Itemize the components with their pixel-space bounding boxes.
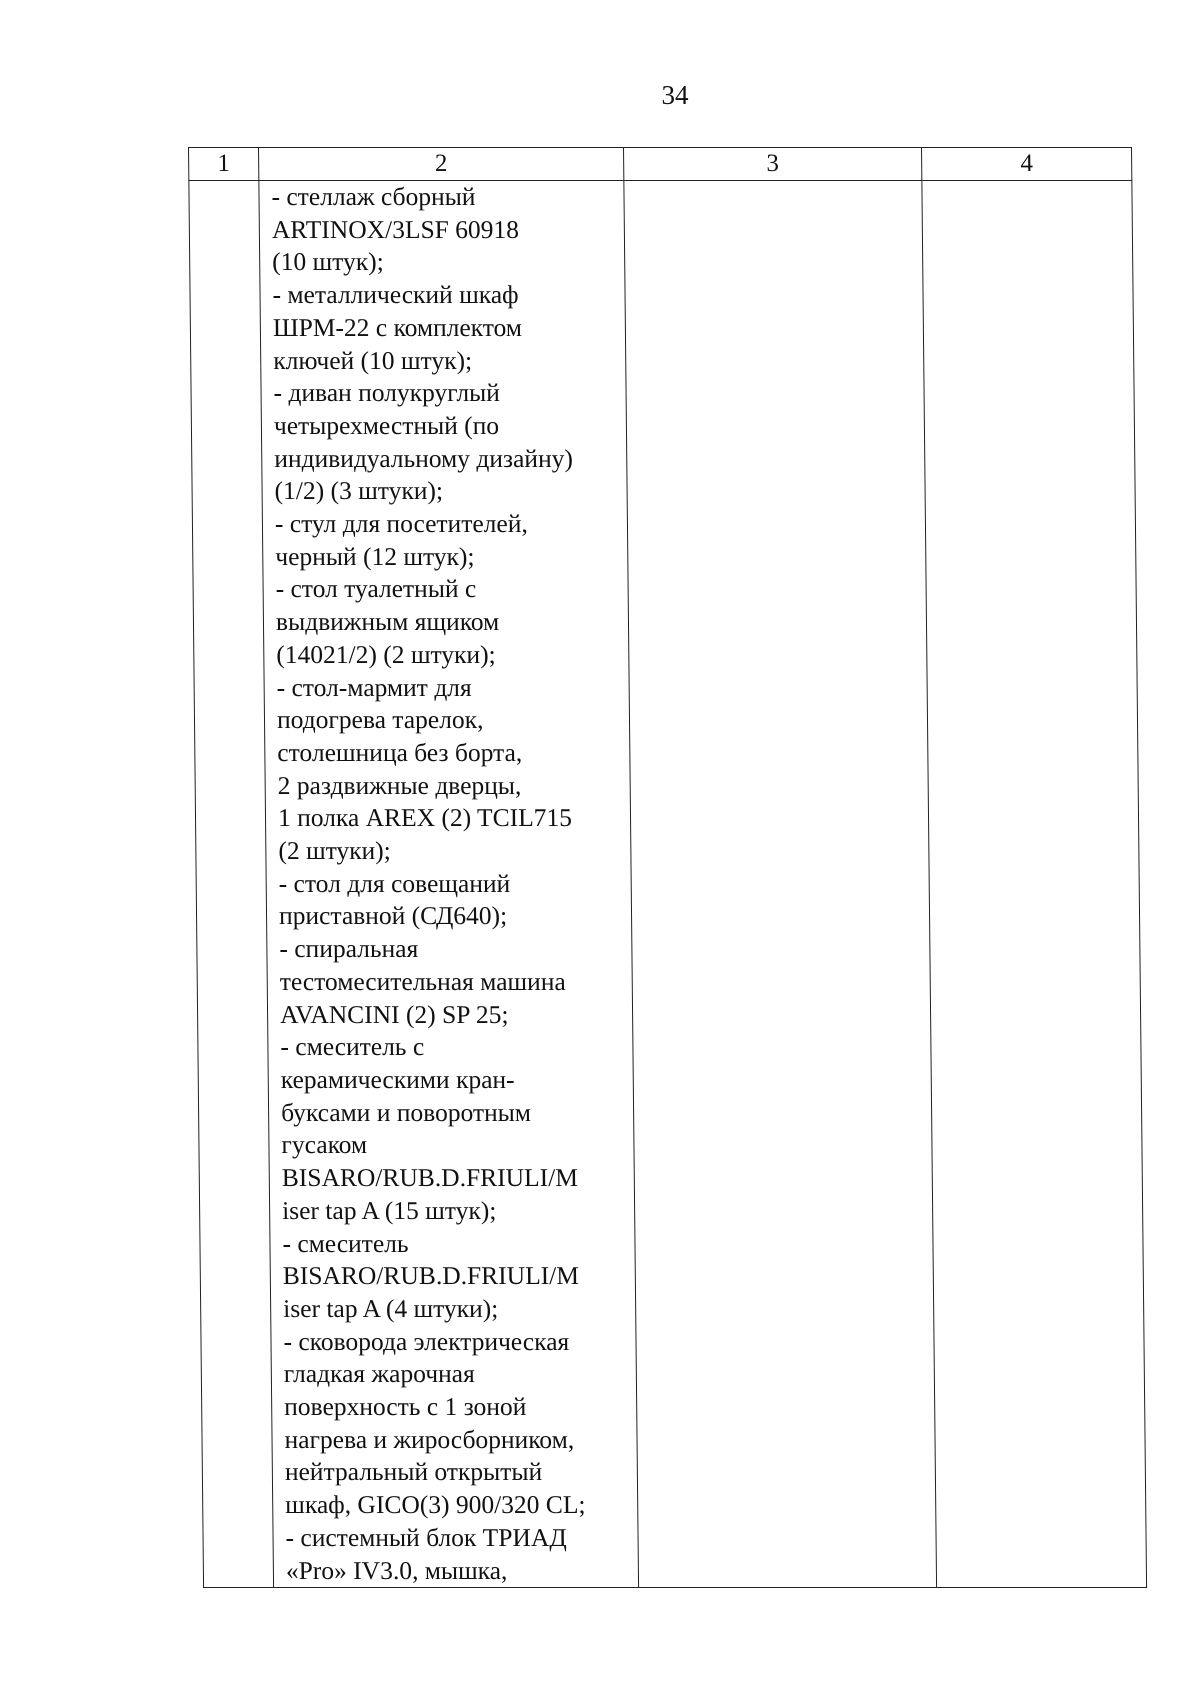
column-3-cell (624, 181, 937, 1588)
text-line: ARTINOX/3LSF 60918 (271, 214, 520, 244)
text-line: ключей (10 штук); (273, 345, 473, 375)
document-table (188, 147, 1147, 1588)
text-line: гладкая жарочная (283, 1359, 475, 1389)
column-header-4: 4 (922, 148, 1132, 181)
document-table-container (188, 147, 1132, 1588)
text-line: (2 штуки); (278, 836, 391, 866)
text-line: буксами и поворотным (280, 1097, 532, 1127)
table-row (189, 181, 1147, 1588)
text-line: - сковорода электрическая (283, 1326, 570, 1356)
column-header-3: 3 (624, 148, 922, 181)
text-line: приставной (СД640); (278, 901, 508, 931)
text-line: AVANCINI (2) SP 25; (279, 999, 509, 1029)
column-header-1: 1 (189, 148, 259, 181)
text-line: (1/2) (3 штуки); (274, 476, 444, 506)
text-line: - стол туалетный с (275, 574, 477, 604)
text-line: - стул для посетителей, (274, 509, 528, 539)
text-line: - смеситель (282, 1228, 409, 1258)
text-line: iser tap A (15 штук); (281, 1195, 497, 1225)
text-line: четырехместный (по (273, 410, 500, 440)
text-line: индивидуальному дизайну) (274, 443, 574, 473)
column-2-cell (259, 181, 639, 1588)
text-line: выдвижным ящиком (275, 607, 500, 637)
text-line: BISARO/RUB.D.FRIULI/M (282, 1261, 580, 1291)
equipment-list (271, 181, 632, 1587)
text-line: столешница без борта, (277, 737, 523, 767)
text-line: (10 штук); (272, 247, 384, 277)
text-line: - стол-мармит для (276, 672, 472, 702)
table-header-row (189, 148, 1132, 181)
page-number: 34 (661, 80, 689, 110)
text-line: - стол для совещаний (278, 868, 511, 898)
text-line: нейтральный открытый (284, 1457, 543, 1487)
text-line: черный (12 штук); (275, 541, 475, 571)
text-line: - металлический шкаф (272, 280, 519, 310)
text-line: ШРМ-22 с комплектом (272, 312, 523, 342)
text-line: BISARO/RUB.D.FRIULI/M (281, 1163, 579, 1193)
text-line: нагрева и жиросборником, (284, 1424, 575, 1454)
text-line: «Pro» IV3.0, мышка, (285, 1555, 508, 1585)
text-line: iser tap A (4 штуки); (283, 1293, 499, 1323)
text-line: подогрева тарелок, (276, 705, 484, 735)
text-line: 2 раздвижные дверцы, (277, 770, 522, 800)
text-line: (14021/2) (2 штуки); (276, 639, 496, 669)
column-header-2: 2 (259, 148, 624, 181)
text-line: гусаком (281, 1130, 368, 1160)
text-line: керамическими кран- (280, 1064, 515, 1094)
text-line: тестомесительная машина (279, 966, 566, 996)
text-line: шкаф, GICO(3) 900/320 CL; (285, 1490, 586, 1520)
column-4-cell (922, 181, 1147, 1588)
text-line: 1 полка AREX (2) TCIL715 (277, 803, 573, 833)
text-line: - спиральная (279, 934, 419, 964)
text-line: - системный блок ТРИАД (285, 1522, 567, 1552)
text-line: - стеллаж сборный (271, 182, 476, 211)
text-line: - диван полукруглый (273, 378, 501, 408)
text-line: - смеситель с (280, 1032, 425, 1062)
text-line: поверхность с 1 зоной (284, 1392, 527, 1422)
